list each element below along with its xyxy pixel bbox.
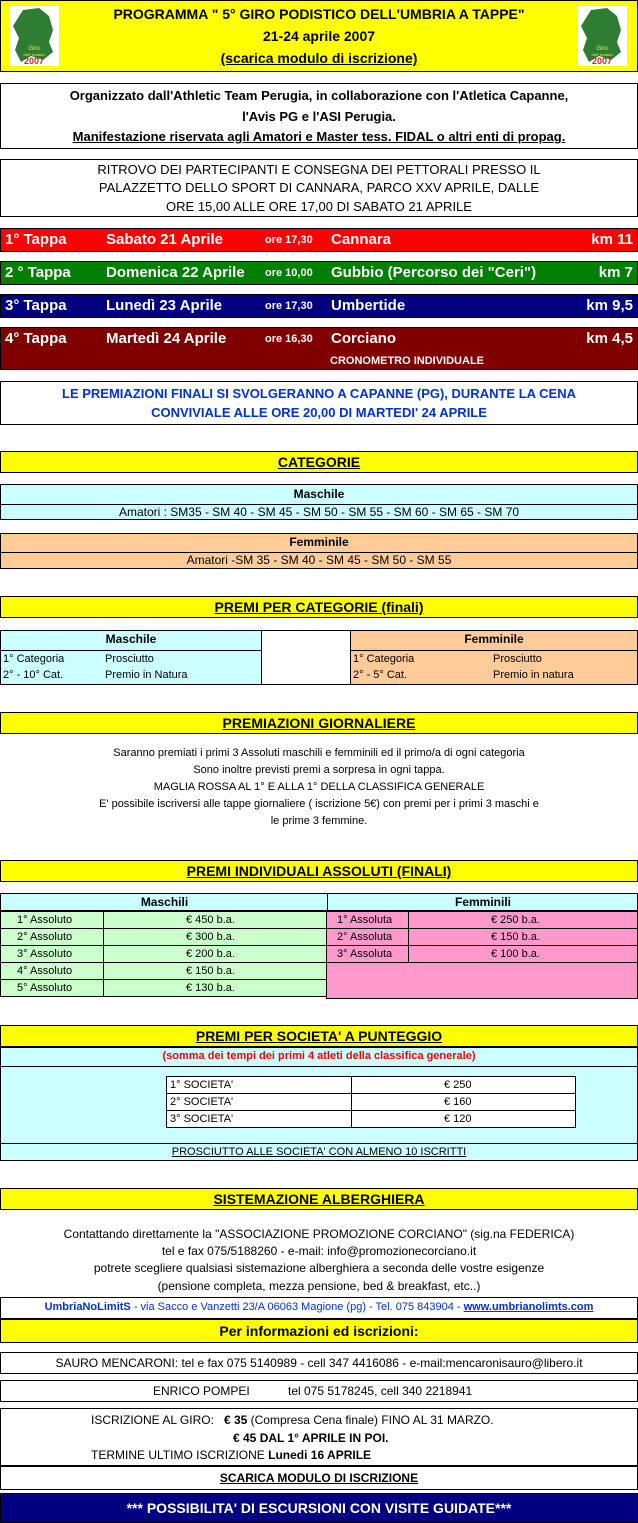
download-form-link[interactable]: (scarica modulo di iscrizione) [220, 50, 418, 66]
table-row: 2° Assoluta € 150 b.a. [327, 929, 638, 946]
male-category-prizes: Maschile 1° Categoria Prosciutto 2° - 10° Cat. Premio in Natura [0, 630, 262, 685]
stage-note: CRONOMETRO INDIVIDUALE [330, 355, 484, 367]
svg-text:dell' Umbria: dell' Umbria [23, 52, 45, 57]
team-prizes-table [166, 1076, 576, 1128]
header-title: PROGRAMMA " 5° GIRO PODISTICO DELL'UMBRIA A TAPPE" [113, 6, 525, 22]
header-banner [0, 0, 638, 72]
female-category-prizes: Femminile 1° Categoria Prosciutto 2° - 5° Cat. Premio in natura [350, 630, 638, 685]
stage-row: 2 ° Tappa Domenica 22 Aprile ore 10,00 Gubbio (Percorso dei "Ceri") km 7 [0, 261, 638, 285]
download-form-link[interactable]: SCARICA MODULO DI ISCRIZIONE [219, 1471, 419, 1485]
svg-text:Giro: Giro [28, 46, 40, 52]
organizer-block: Organizzato dall'Athletic Team Perugia, in collaborazione con l'Atletica Capanne, l'Avis PG e l'ASI Perugia. Manifestazione riservata agli Amatori e Master tess. FIDAL o altri enti di propag. [0, 83, 638, 149]
male-categories: Maschile Amatori : SM35 - SM 40 - SM 45 - SM 50 - SM 55 - SM 60 - SM 65 - SM 70 [0, 484, 638, 520]
registration-fees: ISCRIZIONE AL GIRO: € 35 (Compresa Cena finale) FINO AL 31 MARZO. € 45 DAL 1° APRILE IN POI. TERMINE ULTIMO ISCRIZIONE Lunedi 16 APRILE [0, 1408, 638, 1466]
table-row: 2° Assoluto € 300 b.a. [1, 929, 327, 946]
section-premi-assoluti: PREMI INDIVIDUALI ASSOLUTI (FINALI) [0, 860, 638, 882]
stage-row: 3° Tappa Lunedì 23 Aprile ore 17,30 Umbertide km 9,5 [0, 294, 638, 318]
female-absolute-prizes-table [326, 911, 638, 963]
table-row: 1° SOCIETA' € 250 [167, 1077, 576, 1094]
section-info: Per informazioni ed iscrizioni: [0, 1319, 638, 1343]
contact-pompei: ENRICO POMPEI tel 075 5178245, cell 340 2218941 [0, 1380, 638, 1402]
section-categorie: CATEGORIE [0, 451, 638, 473]
section-premi-categorie: PREMI PER CATEGORIE (finali) [0, 596, 638, 618]
male-absolute-prizes-table [0, 911, 327, 997]
header-dates: 21-24 aprile 2007 [262, 28, 376, 44]
download-form-row [0, 1466, 638, 1490]
table-row: 3° Assoluto € 200 b.a. [1, 946, 327, 963]
section-alberghi: SISTEMAZIONE ALBERGHIERA [0, 1188, 638, 1210]
female-categories: Femminile Amatori -SM 35 - SM 40 - SM 45 - SM 50 - SM 55 [0, 533, 638, 569]
table-row: 5° Assoluto € 130 b.a. [1, 980, 327, 997]
table-row: 2° SOCIETA' € 160 [167, 1094, 576, 1111]
umbrianolimits-row: UmbriaNoLimitS - via Sacco e Vanzetti 23/A 06063 Magione (pg) - Tel. 075 843904 - www.umbrianolimts.com [0, 1297, 638, 1319]
svg-text:Giro: Giro [596, 46, 608, 52]
daily-awards-text: Saranno premiati i primi 3 Assoluti maschili e femminili ed il primo/a di ogni categoria Sono inoltre previsti premi a sorpresa in ogni tappa. MAGLIA ROSSA AL 1° E ALLA 1° DELLA CLASSIFICA GENERALE E' possibile iscriversi alle tappe giornaliere ( iscrizione 5€) con premi per i primi 3 maschi e le prime 3 femmine. [99, 747, 539, 827]
table-row: 4° Assoluto € 150 b.a. [1, 963, 327, 980]
stage-row: 1° Tappa Sabato 21 Aprile ore 17,30 Cannara km 11 [0, 228, 638, 252]
table-row: 1° Assoluto € 450 b.a. [1, 912, 327, 929]
table-row: 3° SOCIETA' € 120 [167, 1111, 576, 1128]
team-prizes-block: (somma dei tempi dei primi 4 atleti della classifica generale) 1° SOCIETA' € 250 2° SOCIETA' € 160 3° SOCIETA' € 120 PROSCIUTTO ALLE SOCIETA' CON ALMENO 10 ISCRITTI [0, 1047, 638, 1161]
section-premiazioni-giornaliere: PREMIAZIONI GIORNALIERE [0, 712, 638, 734]
footer-banner: *** POSSIBILITA' DI ESCURSIONI CON VISITE GUIDATE*** [0, 1493, 638, 1523]
table-row: 1° Assoluta € 250 b.a. [327, 912, 638, 929]
svg-text:2007: 2007 [591, 56, 613, 66]
contact-mencaroni: SAURO MENCARONI: tel e fax 075 5140989 - cell 347 4416086 - e-mail:mencaronisauro@libero.it [0, 1352, 638, 1374]
svg-text:dell' Umbria: dell' Umbria [591, 52, 613, 57]
section-premi-societa: PREMI PER SOCIETA' A PUNTEGGIO [0, 1025, 638, 1047]
umbrianolimits-link[interactable]: www.umbrianolimts.com [463, 1301, 594, 1313]
final-awards-notice: LE PREMIAZIONI FINALI SI SVOLGERANNO A CAPANNE (PG), DURANTE LA CENA CONVIVIALE ALLE ORE 20,00 DI MARTEDI' 24 APRILE [0, 381, 638, 425]
team-prizes-note: PROSCIUTTO ALLE SOCIETA' CON ALMENO 10 ISCRITTI [171, 1146, 467, 1158]
hotel-info: Contattando direttamente la "ASSOCIAZIONE PROMOZIONE CORCIANO" (sig.na FEDERICA) tel e fax 075/5188260 - e-mail: info@promozionecorciano.it potrete scegliere qualsiasi sistemazione alberghiera a seconda delle vostre esigenze (pensione completa, mezza pensione, bed & breakfast, etc..) [63, 1227, 575, 1293]
assoluti-header-row: Maschili Femminili [0, 893, 638, 911]
spacer-cell [261, 630, 351, 685]
stage-row: 4° Tappa Martedì 24 Aprile ore 16,30 Corciano km 4,5 CRONOMETRO INDIVIDUALE [0, 327, 638, 370]
svg-text:2007: 2007 [23, 56, 45, 66]
meeting-point-block: RITROVO DEI PARTECIPANTI E CONSEGNA DEI PETTORALI PRESSO IL PALAZZETTO DELLO SPORT DI CANNARA, PARCO XXV APRILE, DALLE ORE 15,00 ALLE ORE 17,00 DI SABATO 21 APRILE [0, 159, 638, 217]
table-row: 3° Assoluta € 100 b.a. [327, 946, 638, 963]
